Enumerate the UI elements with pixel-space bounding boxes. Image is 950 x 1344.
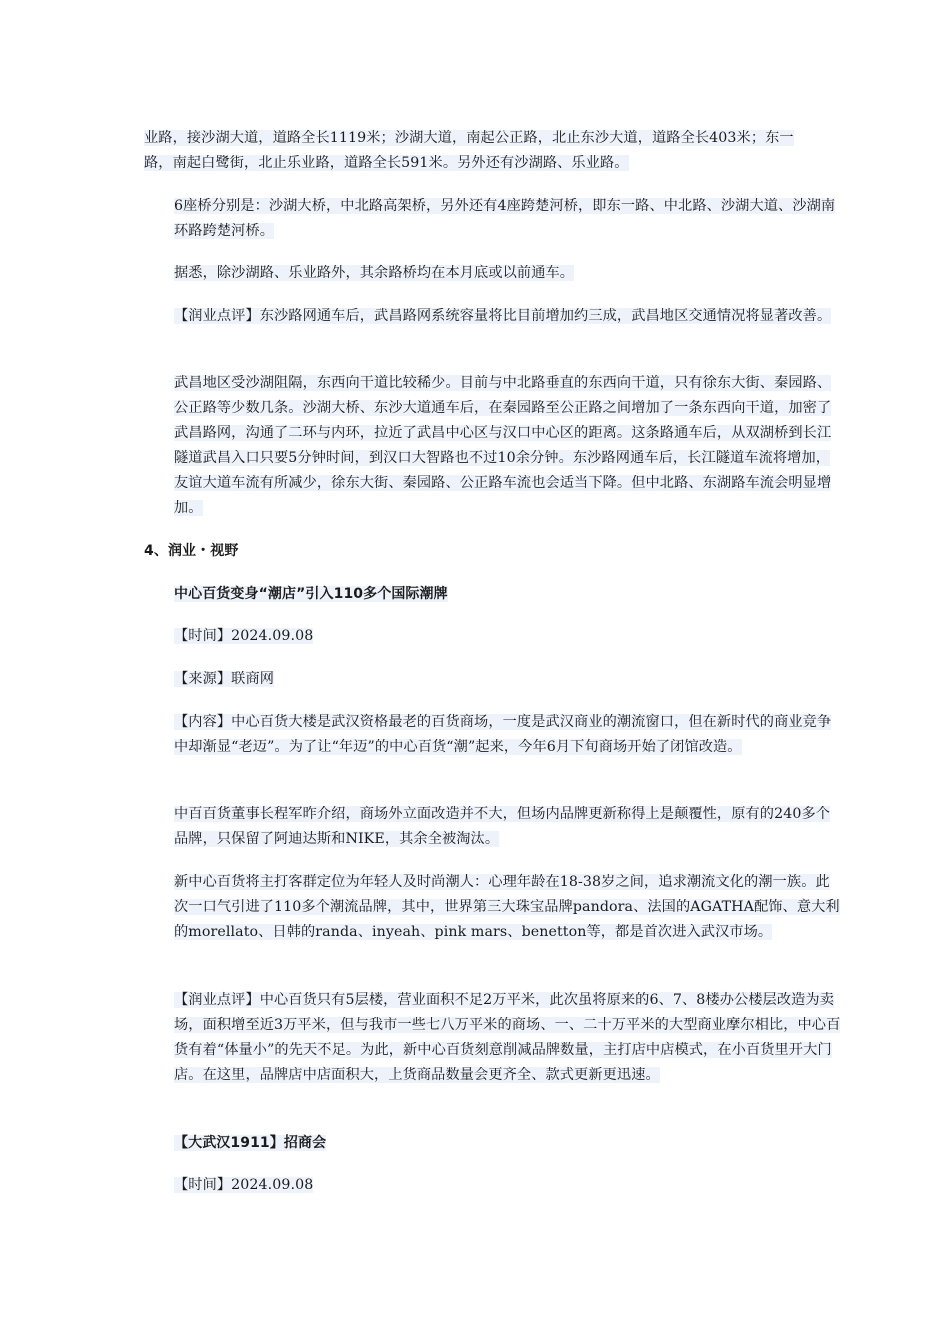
article-date-2	[144, 1173, 842, 1198]
paragraph-text: 据悉，除沙湖路、乐业路外，其余路桥均在本月底或以前通车。	[174, 265, 575, 281]
paragraph-wuchang-analysis	[144, 371, 842, 521]
paragraph-text: 【润业点评】东沙路网通车后，武昌路网系统容量将比目前增加约三成，武昌地区交通情况将显著改善。	[174, 308, 832, 324]
paragraph-text: 新中心百货将主打客群定位为年轻人及时尚潮人：心理年龄在18-38岁之间，追求潮流文化的潮一族。此次一口气引进了110多个潮流品牌，其中，世界第三大珠宝品牌pandora、法国的AGATHA配饰、意大利的morellato、日韩的randa、inyeah、pink mars、benetton等，都是首次进入武汉市场。	[174, 874, 840, 940]
heading-text: 【大武汉1911】招商会	[174, 1135, 327, 1151]
article-content	[144, 710, 842, 760]
paragraph-runye-comment-traffic	[144, 304, 842, 329]
paragraph-brand-renewal	[144, 802, 842, 852]
paragraph-runye-comment-store	[144, 988, 842, 1088]
paragraph-text: 【来源】联商网	[174, 671, 275, 687]
article-title-central-department-store	[144, 582, 842, 607]
article-date	[144, 624, 842, 649]
article-title-wuhan-1911	[144, 1131, 842, 1156]
heading-text: 4、润业・视野	[144, 543, 239, 559]
paragraph-text: 【时间】2024.09.08	[174, 1177, 314, 1193]
section-heading-runye-vision	[144, 539, 812, 564]
paragraph-roads-lengths	[144, 126, 812, 176]
paragraph-target-customers	[144, 870, 842, 945]
paragraph-text: 【润业点评】中心百货只有5层楼，营业面积不足2万平米，此次虽将原来的6、7、8楼办公楼层改造为卖场，面积增至近3万平米，但与我市一些七八万平米的商场、一、二十万平米的大型商业摩尔相比，中心百货有着“体量小”的先天不足。为此，新中心百货刻意削减品牌数量，主打店中店模式，在小百货里开大门店。在这里，品牌店中店面积大，上货商品数量会更齐全、款式更新更迅速。	[174, 992, 841, 1083]
paragraph-text: 6座桥分别是：沙湖大桥，中北路高架桥，另外还有4座跨楚河桥，即东一路、中北路、沙湖大道、沙湖南环路跨楚河桥。	[174, 198, 836, 239]
article-source	[144, 667, 842, 692]
paragraph-text: 中百百货董事长程军昨介绍，商场外立面改造并不大，但场内品牌更新称得上是颠覆性，原有的240多个品牌，只保留了阿迪达斯和NIKE，其余全被淘汰。	[174, 806, 831, 847]
paragraph-text: 【时间】2024.09.08	[174, 628, 314, 644]
paragraph-text: 【内容】中心百货大楼是武汉资格最老的百货商场，一度是武汉商业的潮流窗口，但在新时代的商业竞争中却渐显“老迈”。为了让“年迈”的中心百货“潮”起来，今年6月下旬商场开始了闭馆改造。	[174, 714, 832, 755]
paragraph-text: 业路，接沙湖大道，道路全长1119米；沙湖大道，南起公正路，北止东沙大道，道路全长403米；东一路，南起白鹭街，北止乐业路，道路全长591米。另外还有沙湖路、乐业路。	[144, 130, 794, 171]
paragraph-text: 武昌地区受沙湖阻隔，东西向干道比较稀少。目前与中北路垂直的东西向干道，只有徐东大街、秦园路、公正路等少数几条。沙湖大桥、东沙大道通车后，在秦园路至公正路之间增加了一条东西向干道，加密了武昌路网，沟通了二环与内环，拉近了武昌中心区与汉口中心区的距离。这条路通车后，从双湖桥到长江隧道武昌入口只要5分钟时间，到汉口大智路也不过10余分钟。东沙路网通车后，长江隧道车流将增加，友谊大道车流有所减少，徐东大街、秦园路、公正路车流也会适当下降。但中北路、东湖路车流会明显增加。	[174, 375, 832, 516]
paragraph-bridges	[144, 194, 842, 244]
paragraph-opening-schedule	[144, 261, 842, 286]
heading-text: 中心百货变身“潮店”引入110多个国际潮牌	[174, 586, 448, 602]
